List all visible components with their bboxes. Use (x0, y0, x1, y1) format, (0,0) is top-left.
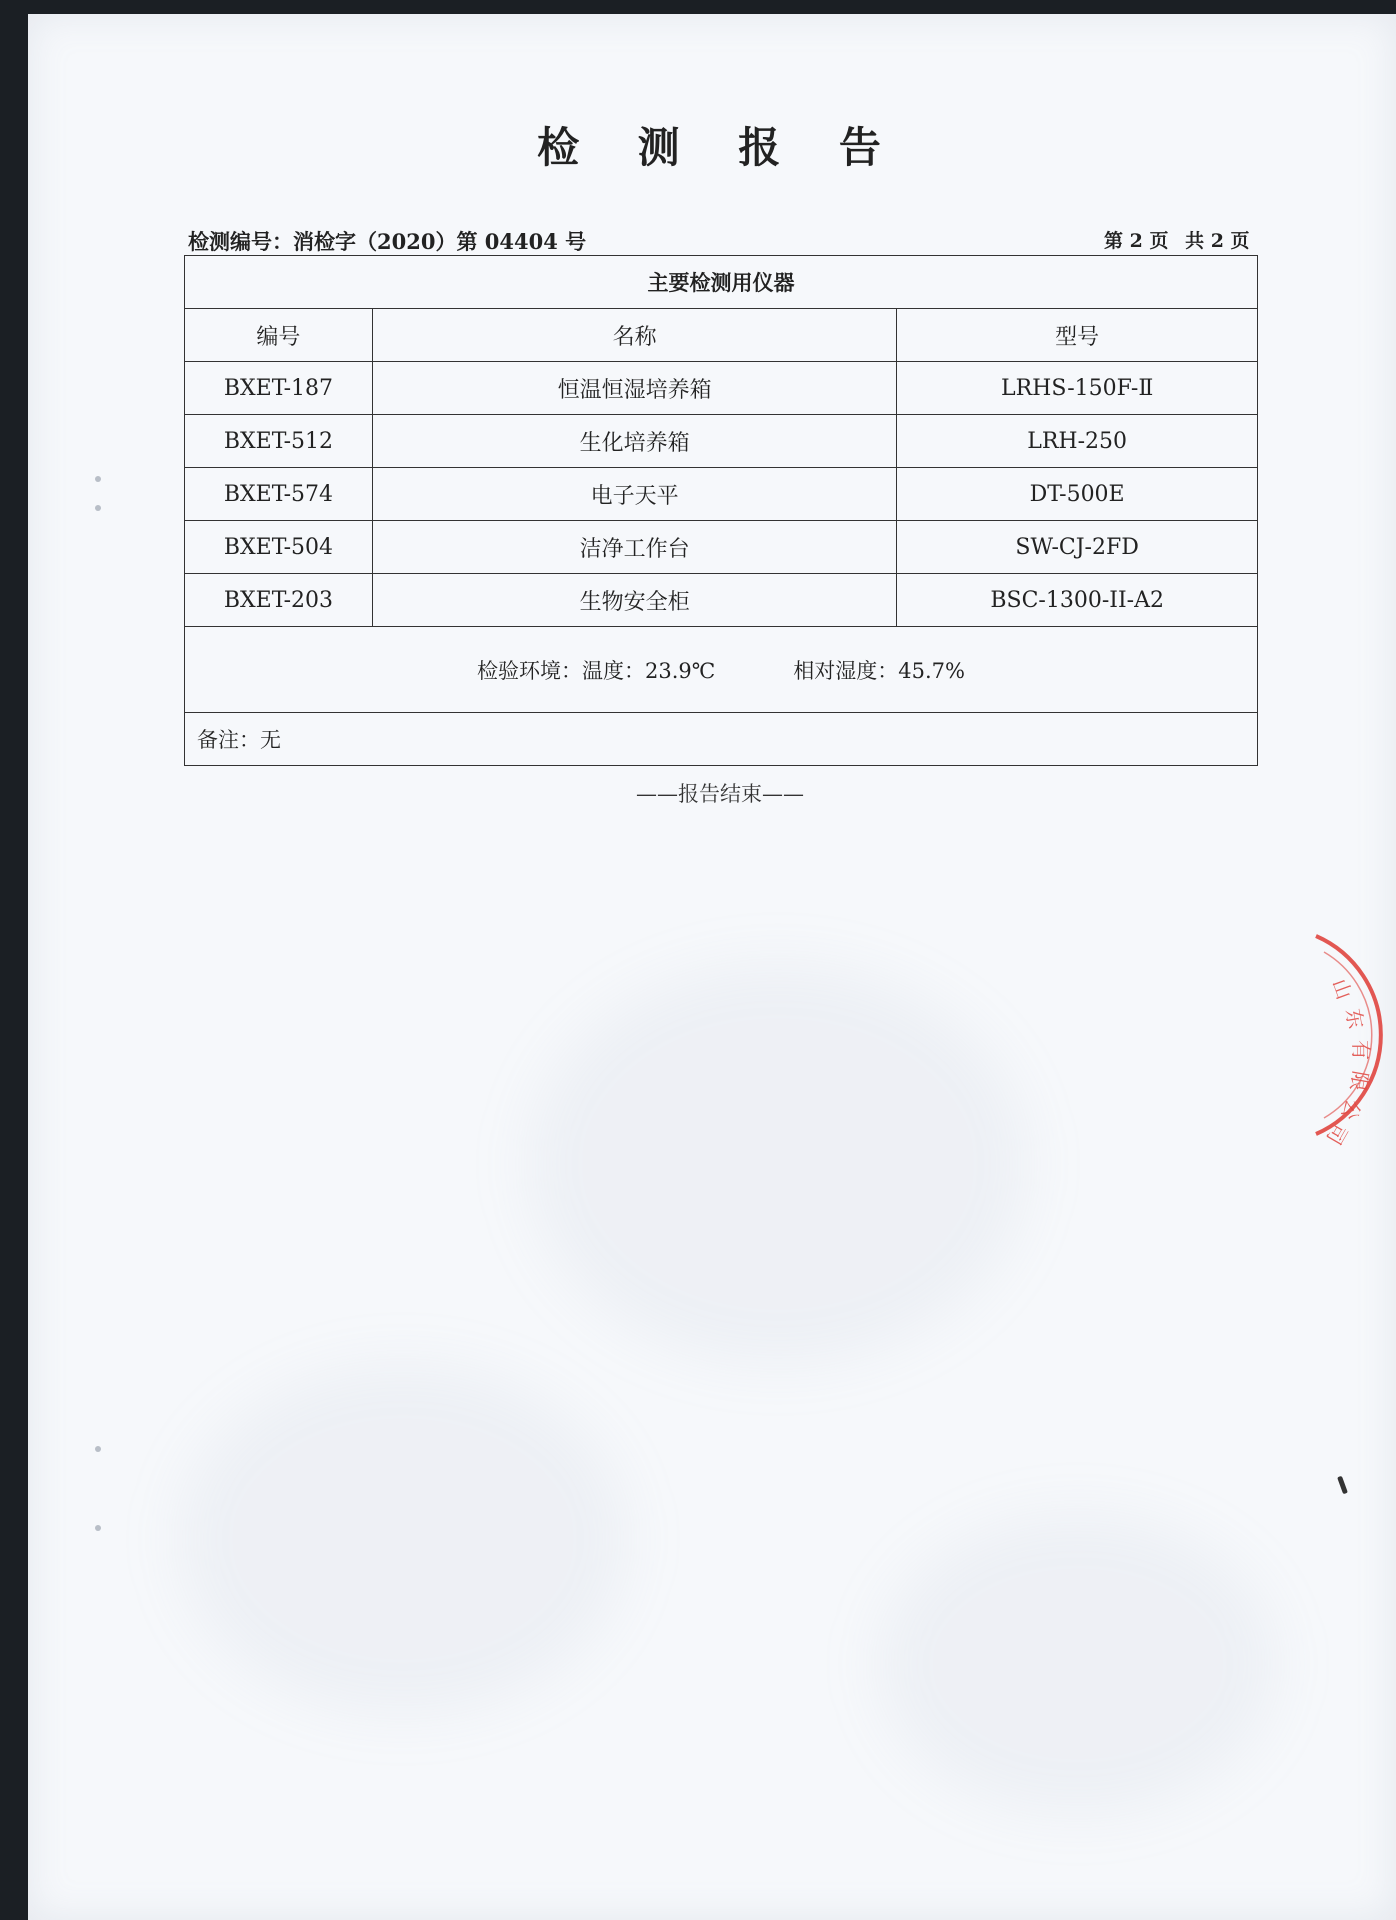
page-indicator (1104, 226, 1260, 253)
report-end-marker: ——报告结束—— (636, 782, 804, 806)
column-header-model: 型号 (897, 309, 1258, 362)
instrument-code: BXET-187 (185, 362, 373, 415)
humidity-reading: 相对湿度：45.7% (793, 658, 965, 683)
instrument-model: LRH-250 (897, 415, 1258, 468)
instrument-model: LRHS-150F-Ⅱ (897, 362, 1258, 415)
column-header-name: 名称 (372, 309, 896, 362)
company-seal-stamp (1310, 930, 1396, 1150)
table-row (185, 521, 1258, 574)
svg-text:公: 公 (1336, 1096, 1366, 1124)
instrument-name: 洁净工作台 (372, 521, 896, 574)
test-environment (185, 627, 1258, 713)
instrument-code: BXET-574 (185, 468, 373, 521)
report-number: 检测编号：消检字（2020）第 04404 号 (188, 229, 587, 254)
table-header-row (185, 309, 1258, 362)
binding-hole (95, 1446, 101, 1452)
page-total: 共 2 页 (1185, 230, 1250, 252)
table-row (185, 362, 1258, 415)
instrument-model: BSC-1300-II-A2 (897, 574, 1258, 627)
svg-text:山: 山 (1327, 975, 1357, 1003)
table-row (185, 574, 1258, 627)
svg-text:有: 有 (1349, 1040, 1373, 1060)
binding-hole (95, 1525, 101, 1531)
instrument-model: DT-500E (897, 468, 1258, 521)
instrument-model: SW-CJ-2FD (897, 521, 1258, 574)
table-row (185, 468, 1258, 521)
table-caption: 主要检测用仪器 (185, 256, 1258, 309)
page-current: 第 2 页 (1104, 230, 1169, 252)
binding-hole (95, 476, 101, 482)
instrument-name: 生物安全柜 (372, 574, 896, 627)
instrument-code: BXET-203 (185, 574, 373, 627)
instrument-code: BXET-512 (185, 415, 373, 468)
svg-text:司: 司 (1321, 1119, 1353, 1149)
instrument-name: 恒温恒湿培养箱 (372, 362, 896, 415)
instrument-table (184, 255, 1258, 766)
instrument-name: 生化培养箱 (372, 415, 896, 468)
svg-text:东: 东 (1341, 1006, 1369, 1031)
document-title: 检 测 报 告 (537, 123, 903, 172)
column-header-code: 编号 (185, 309, 373, 362)
binding-hole (95, 505, 101, 511)
svg-text:限: 限 (1345, 1069, 1373, 1093)
remark: 备注：无 (185, 713, 1258, 766)
instrument-code: BXET-504 (185, 521, 373, 574)
table-row (185, 415, 1258, 468)
temperature-reading: 检验环境：温度：23.9℃ (477, 658, 716, 683)
instrument-name: 电子天平 (372, 468, 896, 521)
